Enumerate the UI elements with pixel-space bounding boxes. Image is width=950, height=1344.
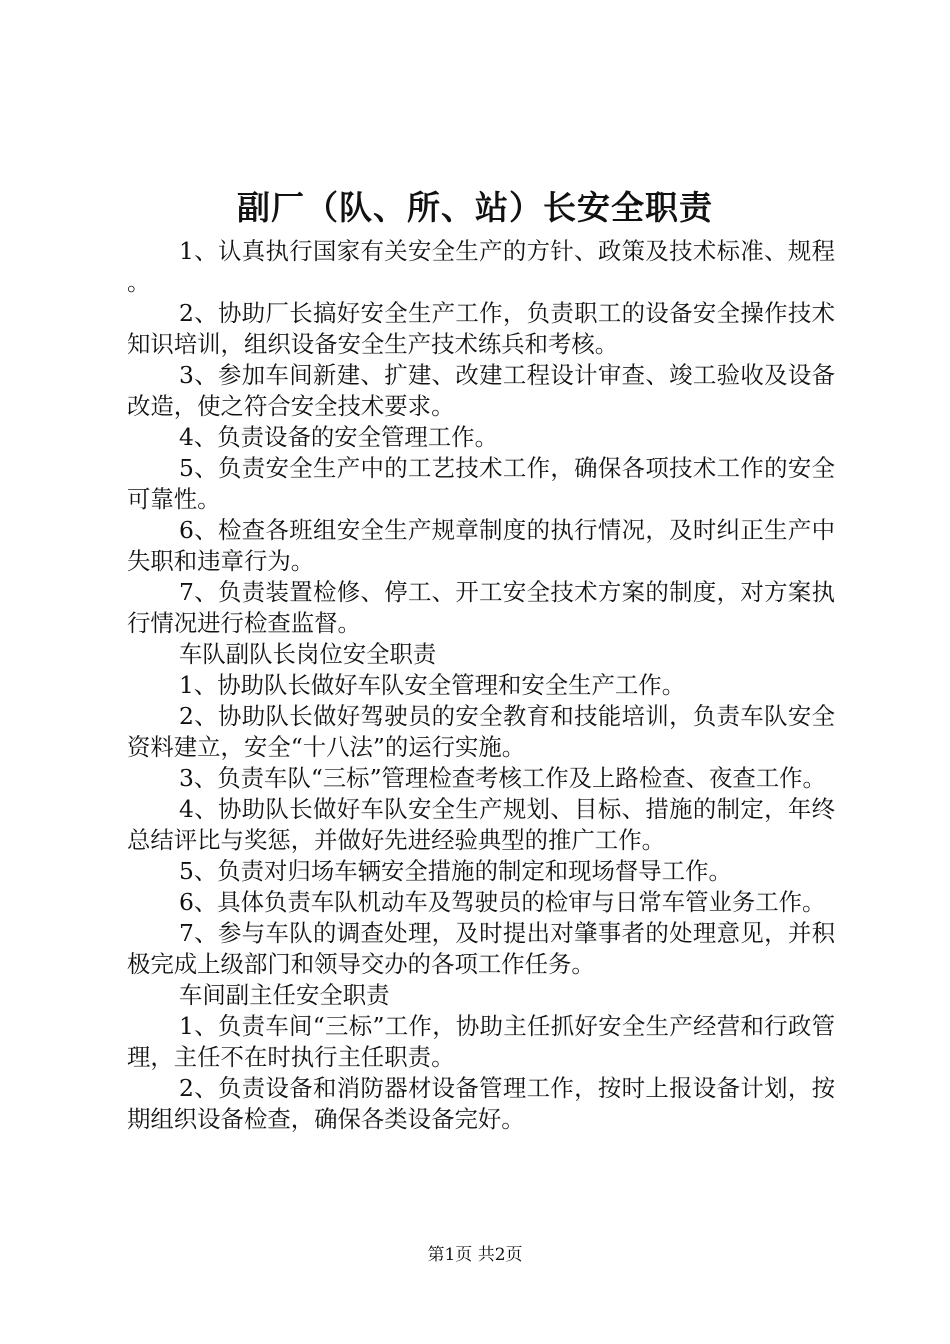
duty-item: 5、负责对归场车辆安全措施的制定和现场督导工作。 <box>179 857 732 885</box>
duty-item: 1、认真执行国家有关安全生产的方针、政策及技术标准、规程。 <box>127 237 835 296</box>
document-body <box>127 236 835 1135</box>
duty-item: 6、具体负责车队机动车及驾驶员的检审与日常车管业务工作。 <box>179 888 826 916</box>
duty-item: 3、参加车间新建、扩建、改建工程设计审查、竣工验收及设备改造，使之符合安全技术要求。 <box>127 361 835 420</box>
duty-item: 2、协助厂长搞好安全生产工作，负责职工的设备安全操作技术知识培训，组织设备安全生产技术练兵和考核。 <box>127 299 835 358</box>
duty-item: 7、负责装置检修、停工、开工安全技术方案的制度，对方案执行情况进行检查监督。 <box>127 578 835 637</box>
duty-item: 5、负责安全生产中的工艺技术工作，确保各项技术工作的安全可靠性。 <box>127 454 835 513</box>
duty-item: 4、协助队长做好车队安全生产规划、目标、措施的制定，年终总结评比与奖惩，并做好先进经验典型的推广工作。 <box>127 795 835 854</box>
section-heading: 车队副队长岗位安全职责 <box>179 640 437 668</box>
section-heading: 车间副主任安全职责 <box>179 981 390 1009</box>
duty-item: 6、检查各班组安全生产规章制度的执行情况，及时纠正生产中失职和违章行为。 <box>127 516 835 575</box>
duty-item: 4、负责设备的安全管理工作。 <box>179 423 498 451</box>
duty-item: 2、协助队长做好驾驶员的安全教育和技能培训，负责车队安全资料建立，安全“十八法”的运行实施。 <box>127 702 835 761</box>
duty-item: 2、负责设备和消防器材设备管理工作，按时上报设备计划，按期组织设备检查，确保各类设备完好。 <box>127 1074 835 1133</box>
duty-item: 1、协助队长做好车队安全管理和安全生产工作。 <box>179 671 686 699</box>
duty-item: 1、负责车间“三标”工作，协助主任抓好安全生产经营和行政管理，主任不在时执行主任职责。 <box>127 1012 835 1071</box>
duty-item: 3、负责车队“三标”管理检查考核工作及上路检查、夜查工作。 <box>179 764 826 792</box>
document-title: 副厂（队、所、站）长安全职责 <box>237 188 713 227</box>
duty-item: 7、参与车队的调查处理，及时提出对肇事者的处理意见，并积极完成上级部门和领导交办的各项工作任务。 <box>127 919 835 978</box>
page-number: 第1页 共2页 <box>427 1245 523 1265</box>
